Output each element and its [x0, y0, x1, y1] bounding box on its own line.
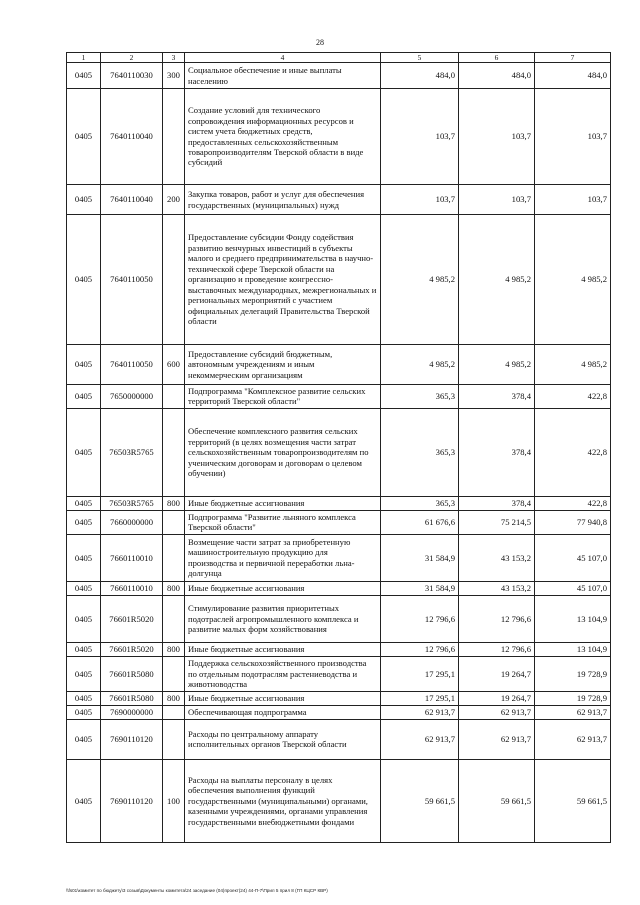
table-row: [67, 408, 611, 496]
amount-year-1: 31 584,9: [381, 534, 459, 581]
table-row: [67, 719, 611, 759]
amount-year-2: 59 661,5: [459, 759, 535, 842]
table-row: [67, 595, 611, 642]
header-row: [67, 53, 611, 63]
section-code: 0405: [67, 215, 101, 345]
target-article-code: 7640110030: [101, 63, 163, 89]
target-article-code: 7650000000: [101, 385, 163, 409]
expense-type-code: 600: [163, 345, 185, 385]
item-name: Подпрограмма "Развитие льняного комплекса Тверской области": [185, 510, 381, 534]
table-row: [67, 534, 611, 581]
table-row: [67, 642, 611, 656]
amount-year-1: 62 913,7: [381, 719, 459, 759]
table-row: [67, 656, 611, 691]
amount-year-2: 12 796,6: [459, 642, 535, 656]
section-code: 0405: [67, 759, 101, 842]
amount-year-3: 62 913,7: [535, 719, 611, 759]
section-code: 0405: [67, 691, 101, 705]
section-code: 0405: [67, 408, 101, 496]
amount-year-2: 103,7: [459, 89, 535, 185]
table-row: [67, 705, 611, 719]
amount-year-2: 103,7: [459, 185, 535, 215]
table-row: [67, 759, 611, 842]
amount-year-2: 4 985,2: [459, 215, 535, 345]
amount-year-2: 12 796,6: [459, 595, 535, 642]
amount-year-3: 103,7: [535, 89, 611, 185]
budget-table: [66, 52, 611, 843]
amount-year-1: 62 913,7: [381, 705, 459, 719]
section-code: 0405: [67, 705, 101, 719]
target-article-code: 7660000000: [101, 510, 163, 534]
table-row: [67, 215, 611, 345]
item-name: Возмещение части затрат за приобретенную машиностроительную продукцию для производства и первичной переработки льна-долгунца: [185, 534, 381, 581]
amount-year-3: 13 104,9: [535, 595, 611, 642]
amount-year-2: 378,4: [459, 385, 535, 409]
table-row: [67, 510, 611, 534]
item-name: Поддержка сельскохозяйственного производства по отдельным подотраслям растениеводства и животноводства: [185, 656, 381, 691]
amount-year-1: 59 661,5: [381, 759, 459, 842]
item-name: Расходы по центральному аппарату исполнительных органов Тверской области: [185, 719, 381, 759]
target-article-code: 7640110040: [101, 185, 163, 215]
item-name: Социальное обеспечение и иные выплаты населению: [185, 63, 381, 89]
table-row: [67, 63, 611, 89]
item-name: Расходы на выплаты персоналу в целях обеспечения выполнения функций государственными (муниципальными) органами, казенными учреждениями, органами управления государственными внебюджетными фондами: [185, 759, 381, 842]
item-name: Обеспечивающая подпрограмма: [185, 705, 381, 719]
item-name: Иные бюджетные ассигнования: [185, 496, 381, 510]
amount-year-3: 19 728,9: [535, 656, 611, 691]
amount-year-3: 422,8: [535, 408, 611, 496]
expense-type-code: 200: [163, 185, 185, 215]
expense-type-code: [163, 89, 185, 185]
amount-year-1: 484,0: [381, 63, 459, 89]
item-name: Обеспечение комплексного развития сельских территорий (в целях возмещения части затрат сельскохозяйственным товаропроизводителям по ученическим договорам и договорам о целевом обучении): [185, 408, 381, 496]
amount-year-2: 378,4: [459, 496, 535, 510]
item-name: Предоставление субсидии Фонду содействия развитию венчурных инвестиций в субъекты малого и среднего предпринимательства в научно-технической сфере Тверской области на организацию и проведение конгрессно-выставочных международных, межрегиональных и региональных мероприятий с участием официальных делегаций Правительства Тверской области: [185, 215, 381, 345]
amount-year-2: 62 913,7: [459, 719, 535, 759]
amount-year-1: 4 985,2: [381, 215, 459, 345]
target-article-code: 76503R5765: [101, 408, 163, 496]
item-name: Иные бюджетные ассигнования: [185, 581, 381, 595]
amount-year-1: 103,7: [381, 89, 459, 185]
section-code: 0405: [67, 719, 101, 759]
expense-type-code: [163, 534, 185, 581]
amount-year-3: 19 728,9: [535, 691, 611, 705]
table-body: [67, 63, 611, 843]
expense-type-code: 300: [163, 63, 185, 89]
section-code: 0405: [67, 642, 101, 656]
footer-file-path: \\fs01\комитет по бюджету\3 созыв\Документы комитета\24 заседание (04)проект(24) 44-П-7\Прил 5 прил 8 (ГП КЦСР КВР): [66, 888, 328, 893]
amount-year-1: 365,3: [381, 385, 459, 409]
target-article-code: 7660110010: [101, 534, 163, 581]
section-code: 0405: [67, 63, 101, 89]
expense-type-code: [163, 719, 185, 759]
expense-type-code: 800: [163, 642, 185, 656]
table-row: [67, 496, 611, 510]
amount-year-3: 77 940,8: [535, 510, 611, 534]
amount-year-3: 103,7: [535, 185, 611, 215]
target-article-code: 76601R5080: [101, 656, 163, 691]
table-row: [67, 89, 611, 185]
expense-type-code: 800: [163, 581, 185, 595]
section-code: 0405: [67, 510, 101, 534]
target-article-code: 7690110120: [101, 759, 163, 842]
target-article-code: 76503R5765: [101, 496, 163, 510]
section-code: 0405: [67, 534, 101, 581]
amount-year-2: 43 153,2: [459, 534, 535, 581]
expense-type-code: 800: [163, 496, 185, 510]
table-row: [67, 581, 611, 595]
section-code: 0405: [67, 345, 101, 385]
amount-year-3: 62 913,7: [535, 705, 611, 719]
amount-year-3: 45 107,0: [535, 534, 611, 581]
amount-year-1: 365,3: [381, 408, 459, 496]
amount-year-2: 75 214,5: [459, 510, 535, 534]
section-code: 0405: [67, 581, 101, 595]
amount-year-2: 484,0: [459, 63, 535, 89]
amount-year-3: 4 985,2: [535, 345, 611, 385]
target-article-code: 7690000000: [101, 705, 163, 719]
section-code: 0405: [67, 185, 101, 215]
amount-year-2: 19 264,7: [459, 691, 535, 705]
section-code: 0405: [67, 89, 101, 185]
section-code: 0405: [67, 656, 101, 691]
item-name: Стимулирование развития приоритетных подотраслей агропромышленного комплекса и развитие малых форм хозяйствования: [185, 595, 381, 642]
page-number: 28: [316, 38, 324, 47]
expense-type-code: [163, 656, 185, 691]
header-cell: 4: [185, 53, 381, 63]
amount-year-2: 4 985,2: [459, 345, 535, 385]
amount-year-2: 19 264,7: [459, 656, 535, 691]
amount-year-3: 59 661,5: [535, 759, 611, 842]
section-code: 0405: [67, 385, 101, 409]
amount-year-1: 4 985,2: [381, 345, 459, 385]
amount-year-3: 422,8: [535, 496, 611, 510]
amount-year-3: 4 985,2: [535, 215, 611, 345]
amount-year-1: 17 295,1: [381, 691, 459, 705]
target-article-code: 7640110040: [101, 89, 163, 185]
item-name: Создание условий для технического сопровождения информационных ресурсов и систем учета бюджетных средств, предоставленных сельскохозяйственным товаропроизводителям Тверской области в виде субсидий: [185, 89, 381, 185]
target-article-code: 7640110050: [101, 345, 163, 385]
header-cell: 1: [67, 53, 101, 63]
section-code: 0405: [67, 496, 101, 510]
amount-year-2: 378,4: [459, 408, 535, 496]
expense-type-code: [163, 215, 185, 345]
header-cell: 3: [163, 53, 185, 63]
target-article-code: 7640110050: [101, 215, 163, 345]
amount-year-3: 422,8: [535, 385, 611, 409]
amount-year-2: 43 153,2: [459, 581, 535, 595]
target-article-code: 76601R5080: [101, 691, 163, 705]
table-row: [67, 185, 611, 215]
amount-year-3: 45 107,0: [535, 581, 611, 595]
table-row: [67, 345, 611, 385]
expense-type-code: [163, 408, 185, 496]
table-row: [67, 691, 611, 705]
expense-type-code: [163, 510, 185, 534]
target-article-code: 7660110010: [101, 581, 163, 595]
amount-year-1: 17 295,1: [381, 656, 459, 691]
expense-type-code: [163, 595, 185, 642]
item-name: Иные бюджетные ассигнования: [185, 691, 381, 705]
amount-year-1: 61 676,6: [381, 510, 459, 534]
item-name: Предоставление субсидий бюджетным, автономным учреждениям и иным некоммерческим организациям: [185, 345, 381, 385]
expense-type-code: [163, 705, 185, 719]
item-name: Закупка товаров, работ и услуг для обеспечения государственных (муниципальных) нужд: [185, 185, 381, 215]
amount-year-2: 62 913,7: [459, 705, 535, 719]
table-row: [67, 385, 611, 409]
header-cell: 2: [101, 53, 163, 63]
amount-year-1: 12 796,6: [381, 595, 459, 642]
target-article-code: 7690110120: [101, 719, 163, 759]
amount-year-3: 484,0: [535, 63, 611, 89]
item-name: Подпрограмма "Комплексное развитие сельских территорий Тверской области": [185, 385, 381, 409]
item-name: Иные бюджетные ассигнования: [185, 642, 381, 656]
amount-year-1: 12 796,6: [381, 642, 459, 656]
expense-type-code: 100: [163, 759, 185, 842]
section-code: 0405: [67, 595, 101, 642]
amount-year-1: 365,3: [381, 496, 459, 510]
target-article-code: 76601R5020: [101, 642, 163, 656]
header-cell: 6: [459, 53, 535, 63]
target-article-code: 76601R5020: [101, 595, 163, 642]
header-cell: 5: [381, 53, 459, 63]
amount-year-1: 103,7: [381, 185, 459, 215]
expense-type-code: [163, 385, 185, 409]
amount-year-1: 31 584,9: [381, 581, 459, 595]
expense-type-code: 800: [163, 691, 185, 705]
amount-year-3: 13 104,9: [535, 642, 611, 656]
header-cell: 7: [535, 53, 611, 63]
